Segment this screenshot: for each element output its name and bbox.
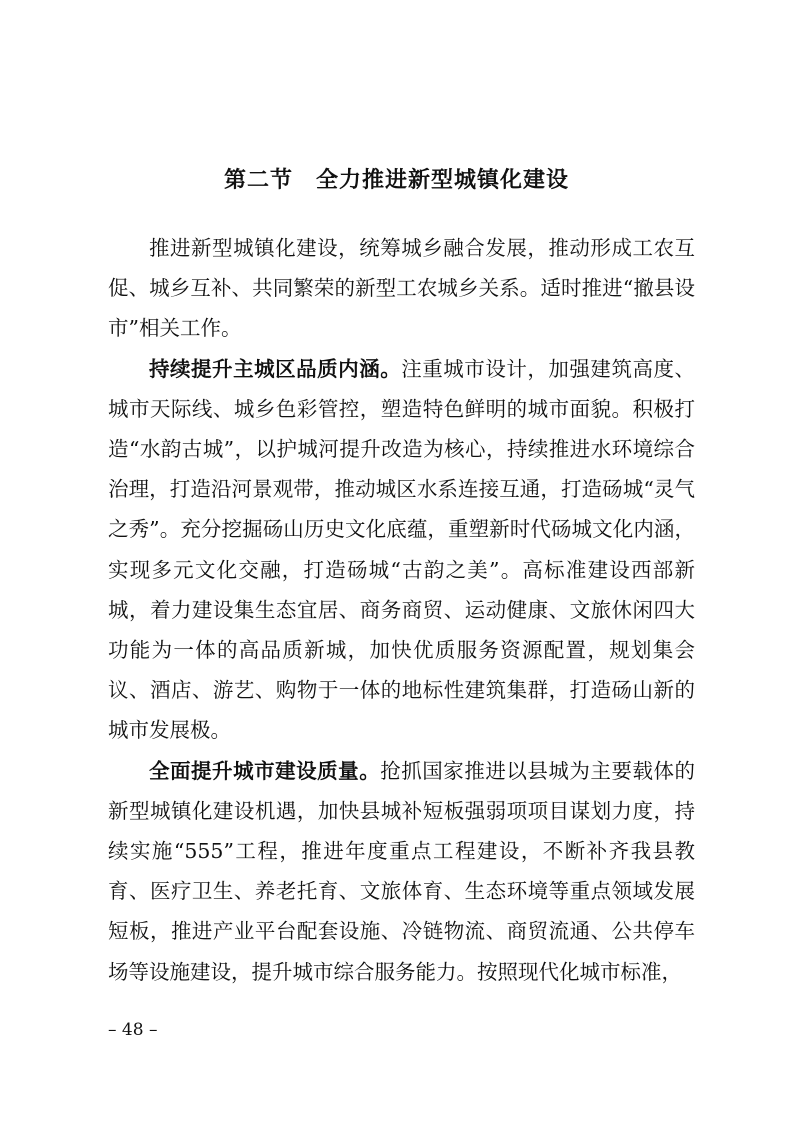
page-number: – 48 –	[108, 1020, 158, 1040]
paragraph-construction-quality	[108, 751, 695, 992]
section-title: 第二节 全力推进新型城镇化建设	[223, 168, 569, 194]
paragraph-intro	[108, 228, 695, 349]
paragraph-text: 推进新型城镇化建设，统筹城乡融合发展，推动形成工农互促、城乡互补、共同繁荣的新型工农城乡关系。适时推进“撤县设市”相关工作。	[108, 236, 695, 341]
paragraph-main-city-quality	[108, 349, 695, 751]
paragraph-text: 注重城市设计，加强建筑高度、城市天际线、城乡色彩管控，塑造特色鲜明的城市面貌。积极打造“水韵古城”，以护城河提升改造为核心，持续推进水环境综合治理，打造沿河景观带，推动城区水系连接互通，打造砀城“灵气之秀”。充分挖掘砀山历史文化底蕴，重塑新时代砀城文化内涵，实现多元文化交融，打造砀城“古韵之美”。高标准建设西部新城，着力建设集生态宜居、商务商贸、运动健康、文旅休闲四大功能为一体的高品质新城，加快优质服务资源配置，规划集会议、酒店、游艺、购物于一体的地标性建筑集群，打造砀山新的城市发展极。	[108, 356, 696, 743]
paragraph-lead: 全面提升城市建设质量。	[149, 758, 381, 783]
paragraph-text: 抢抓国家推进以县城为主要载体的新型城镇化建设机遇，加快县城补短板强弱项项目谋划力度，持续实施“555”工程，推进年度重点工程建设，不断补齐我县教育、医疗卫生、养老托育、文旅体育、生态环境等重点领域发展短板，推进产业平台配套设施、冷链物流、商贸流通、公共停车场等设施建设，提升城市综合服务能力。按照现代化城市标准，	[108, 758, 696, 984]
paragraph-lead: 持续提升主城区品质内涵。	[149, 356, 402, 381]
body-text	[108, 228, 695, 992]
